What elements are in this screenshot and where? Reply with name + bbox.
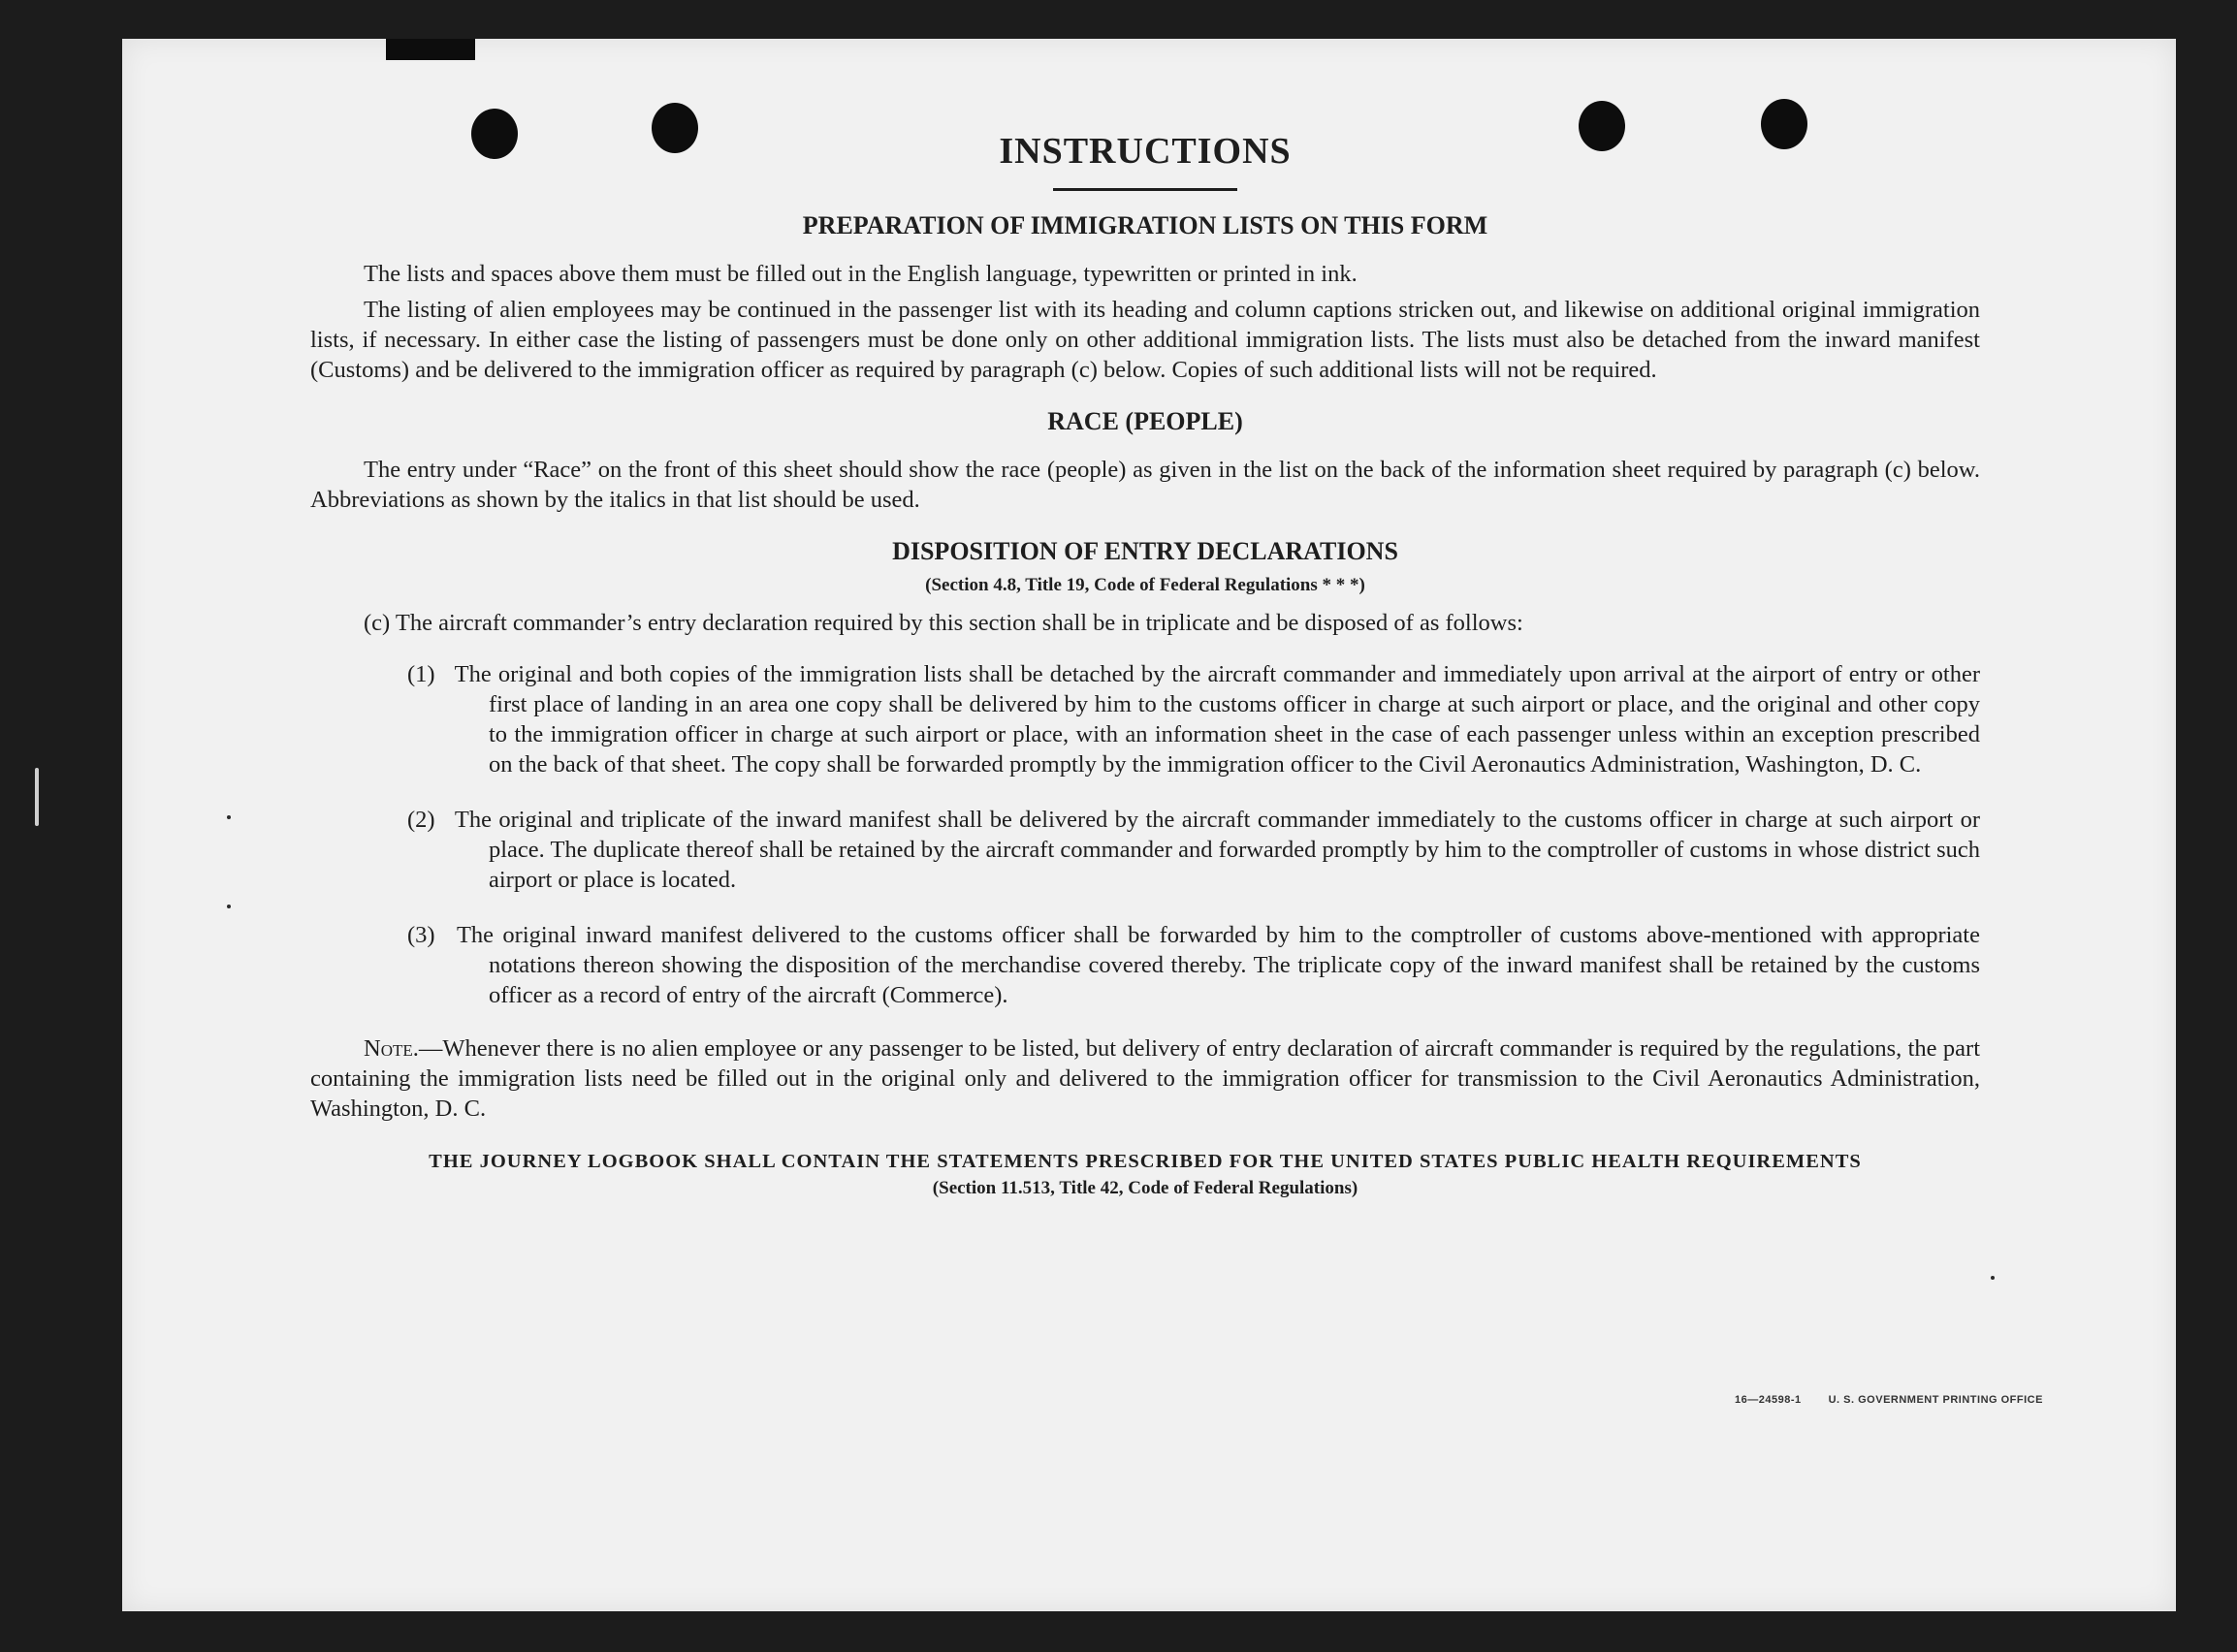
disposition-intro: (c) The aircraft commander’s entry declaration required by this section shall be in triplicate and be disposed of as follows: [364, 610, 1523, 636]
disposition-item-1: (1) The original and both copies of the immigration lists shall be detached by the aircraft commander and immediately upon arrival at the airport of entry or other first place of landing in an area one copy shall be delivered by him to the customs officer in charge at such airport or place, and the original and other copy to the immigration officer in charge at such airport or place, with an information sheet in the case of each passenger unless within an exception prescribed on the back of that sheet. The copy shall be forwarded promptly by the immigration officer to the Civil Aeronautics Administration, Washington, D. C. [407, 661, 1980, 778]
title-underline [1053, 188, 1237, 191]
paper-tab-mark [386, 39, 475, 60]
preparation-paragraph-1: The lists and spaces above them must be filled out in the English language, typewritten or printed in ink. [364, 261, 1358, 287]
document-page [122, 39, 2176, 1611]
item-text: The original and both copies of the immigration lists shall be detached by the aircraft commander and immediately upon arrival at the airport of entry or other first place of landing in an area one copy shall be delivered by him to the customs officer in charge at such airport or place, and the original and other copy to the immigration officer in charge at such airport or place, with an information sheet in the case of each passenger unless within an exception prescribed on the back of that sheet. The copy shall be forwarded promptly by the immigration officer to the Civil Aeronautics Administration, Washington, D. C. [454, 661, 1980, 778]
margin-mark [35, 768, 39, 826]
section-heading-preparation: PREPARATION OF IMMIGRATION LISTS ON THIS FORM [802, 211, 1488, 239]
printer-imprint [1735, 1394, 2043, 1406]
form-code: 16—24598-1 [1735, 1394, 1802, 1406]
section-heading-race: RACE (PEOPLE) [1047, 407, 1243, 435]
page-title: INSTRUCTIONS [999, 131, 1292, 172]
item-text: The original inward manifest delivered to the customs officer shall be forwarded by him to the comptroller of customs above-mentioned with appropriate notations thereon showing the disposition of the merchandise covered thereby. The triplicate copy of the inward manifest shall be retained by the customs officer as a record of entry of the aircraft (Commerce). [456, 922, 1980, 1008]
disposition-citation: (Section 4.8, Title 19, Code of Federal Regulations * * *) [925, 575, 1365, 595]
footer-heading: THE JOURNEY LOGBOOK SHALL CONTAIN THE STATEMENTS PRESCRIBED FOR THE UNITED STATES PUBLIC HEALTH REQUIREMENTS [429, 1151, 1862, 1172]
race-paragraph: The entry under “Race” on the front of this sheet should show the race (people) as given in the list on the back of the information sheet required by paragraph (c) below. Abbreviations as shown by the italics in that list should be used. [310, 457, 1980, 513]
item-text: The original and triplicate of the inward manifest shall be delivered by the aircraft commander immediately to the customs officer in charge at such airport or place. The duplicate thereof shall be retained by the aircraft commander and forwarded promptly by him to the comptroller of customs in whose district such airport or place is located. [454, 807, 1980, 893]
note-label: Note. [364, 1035, 419, 1062]
disposition-item-2: (2) The original and triplicate of the inward manifest shall be delivered by the aircraft commander immediately to the customs officer in charge at such airport or place. The duplicate thereof shall be retained by the aircraft commander and forwarded promptly by him to the comptroller of customs in whose district such airport or place is located. [407, 807, 1980, 893]
ink-speck [227, 905, 231, 908]
printer-name: U. S. GOVERNMENT PRINTING OFFICE [1828, 1394, 2043, 1406]
note-text: —Whenever there is no alien employee or any passenger to be listed, but delivery of entry declaration of aircraft commander is required by the regulations, the part containing the immigration lists need be filled out in the original only and delivered to the immigration officer for transmission to the Civil Aeronautics Administration, Washington, D. C. [310, 1035, 1980, 1122]
footer-citation: (Section 11.513, Title 42, Code of Federal Regulations) [932, 1178, 1358, 1198]
document-body [310, 122, 1980, 1201]
ink-speck [227, 815, 231, 819]
disposition-item-3: (3) The original inward manifest delivered to the customs officer shall be forwarded by him to the comptroller of customs above-mentioned with appropriate notations thereon showing the disposition of the merchandise covered thereby. The triplicate copy of the inward manifest shall be retained by the customs officer as a record of entry of the aircraft (Commerce). [407, 922, 1980, 1008]
ink-speck [1991, 1276, 1995, 1280]
note-paragraph [310, 1033, 1980, 1124]
preparation-paragraph-2: The listing of alien employees may be continued in the passenger list with its heading and column captions stricken out, and likewise on additional original immigration lists, if necessary. In either case the listing of passengers must be done only on other additional immigration lists. The lists must also be detached from the inward manifest (Customs) and be delivered to the immigration officer as required by paragraph (c) below. Copies of such additional lists will not be required. [310, 297, 1980, 383]
section-heading-disposition: DISPOSITION OF ENTRY DECLARATIONS [892, 537, 1398, 565]
